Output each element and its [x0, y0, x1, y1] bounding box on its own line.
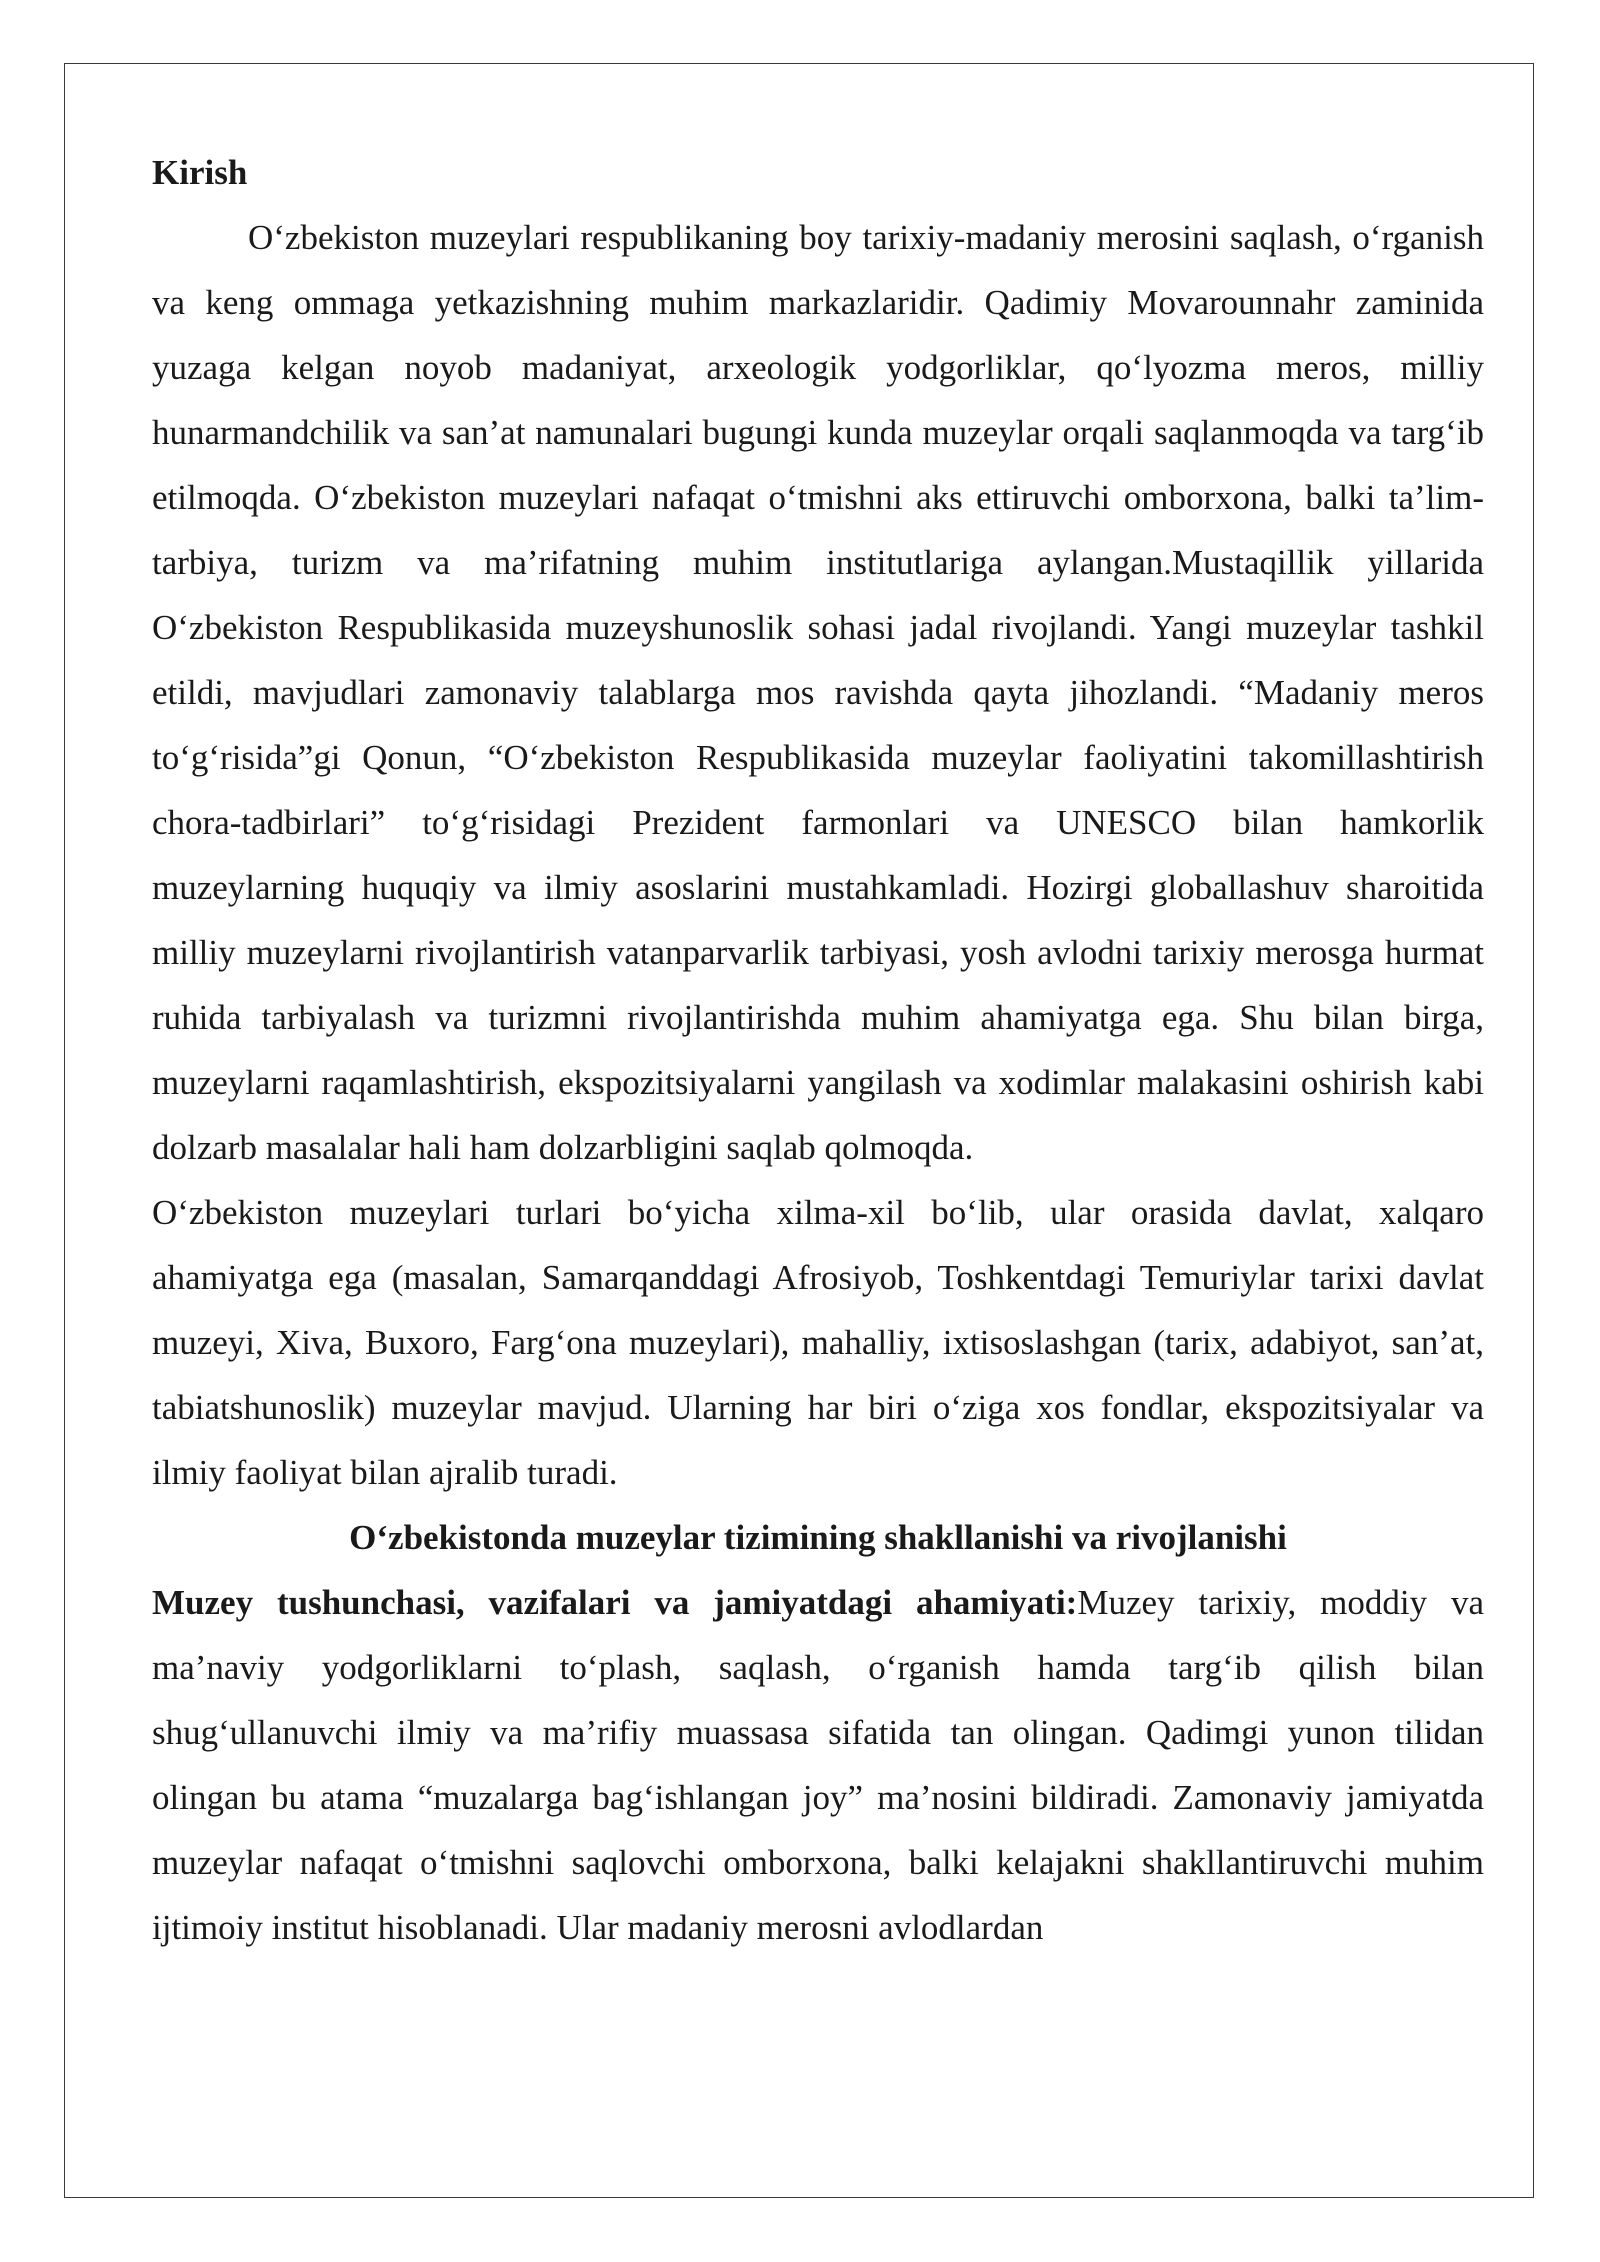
section-paragraph: [152, 1570, 1484, 1960]
section-paragraph-text: Muzey tarixiy, moddiy va ma’naviy yodgorliklarni to‘plash, saqlash, o‘rganish hamda targ‘ib qilish bilan shug‘ullanuvchi ilmiy va ma’rifiy muassasa sifatida tan olingan. Qadimgi yunon tilidan olingan bu atama “muzalarga bag‘ishlangan joy” ma’nosini bildiradi. Zamonaviy jamiyatda muzeylar nafaqat o‘tmishni saqlovchi omborxona, balki kelajakni shakllantiruvchi muhim ijtimoiy institut hisoblanadi. Ular madaniy merosni avlodlardan: [152, 1583, 1484, 1947]
museum-types-paragraph: O‘zbekiston muzeylari turlari bo‘yicha xilma-xil bo‘lib, ular orasida davlat, xalqaro ahamiyatga ega (masalan, Samarqanddagi Afrosiyob, Toshkentdagi Temuriylar tarixi davlat muzeyi, Xiva, Buxoro, Farg‘ona muzeylari), mahalliy, ixtisoslashgan (tarix, adabiyot, san’at, tabiatshunoslik) muzeylar mavjud. Ularning har biri o‘ziga xos fondlar, ekspozitsiyalar va ilmiy faoliyat bilan ajralib turadi.: [152, 1193, 1484, 1492]
section-title: O‘zbekistonda muzeylar tizimining shakllanishi va rivojlanishi: [349, 1518, 1287, 1557]
document-body: [152, 140, 1484, 1960]
intro-paragraph: O‘zbekiston muzeylari respublikaning boy tarixiy-madaniy merosini saqlash, o‘rganish va keng ommaga yetkazishning muhim markazlaridir. Qadimiy Movarounnahr zaminida yuzaga kelgan noyob madaniyat, arxeologik yodgorliklar, qo‘lyozma meros, milliy hunarmandchilik va san’at namunalari bugungi kunda muzeylar orqali saqlanmoqda va targ‘ib etilmoqda. O‘zbekiston muzeylari nafaqat o‘tmishni aks ettiruvchi omborxona, balki ta’lim-tarbiya, turizm va ma’rifatning muhim institutlariga aylangan.Mustaqillik yillarida O‘zbekiston Respublikasida muzeyshunoslik sohasi jadal rivojlandi. Yangi muzeylar tashkil etildi, mavjudlari zamonaviy talablarga mos ravishda qayta jihozlandi. “Madaniy meros to‘g‘risida”gi Qonun, “O‘zbekiston Respublikasida muzeylar faoliyatini takomillashtirish chora-tadbirlari” to‘g‘risidagi Prezident farmonlari va UNESCO bilan hamkorlik muzeylarning huquqiy va ilmiy asoslarini mustahkamladi. Hozirgi globallashuv sharoitida milliy muzeylarni rivojlantirish vatanparvarlik tarbiyasi, yosh avlodni tarixiy merosga hurmat ruhida tarbiyalash va turizmni rivojlantirishda muhim ahamiyatga ega. Shu bilan birga, muzeylarni raqamlashtirish, ekspozitsiyalarni yangilash va xodimlar malakasini oshirish kabi dolzarb masalalar hali ham dolzarbligini saqlab qolmoqda.: [152, 218, 1484, 1167]
document-heading: Kirish: [152, 153, 248, 192]
run-in-heading: Muzey tushunchasi, vazifalari va jamiyatdagi ahamiyati:: [152, 1583, 1078, 1622]
